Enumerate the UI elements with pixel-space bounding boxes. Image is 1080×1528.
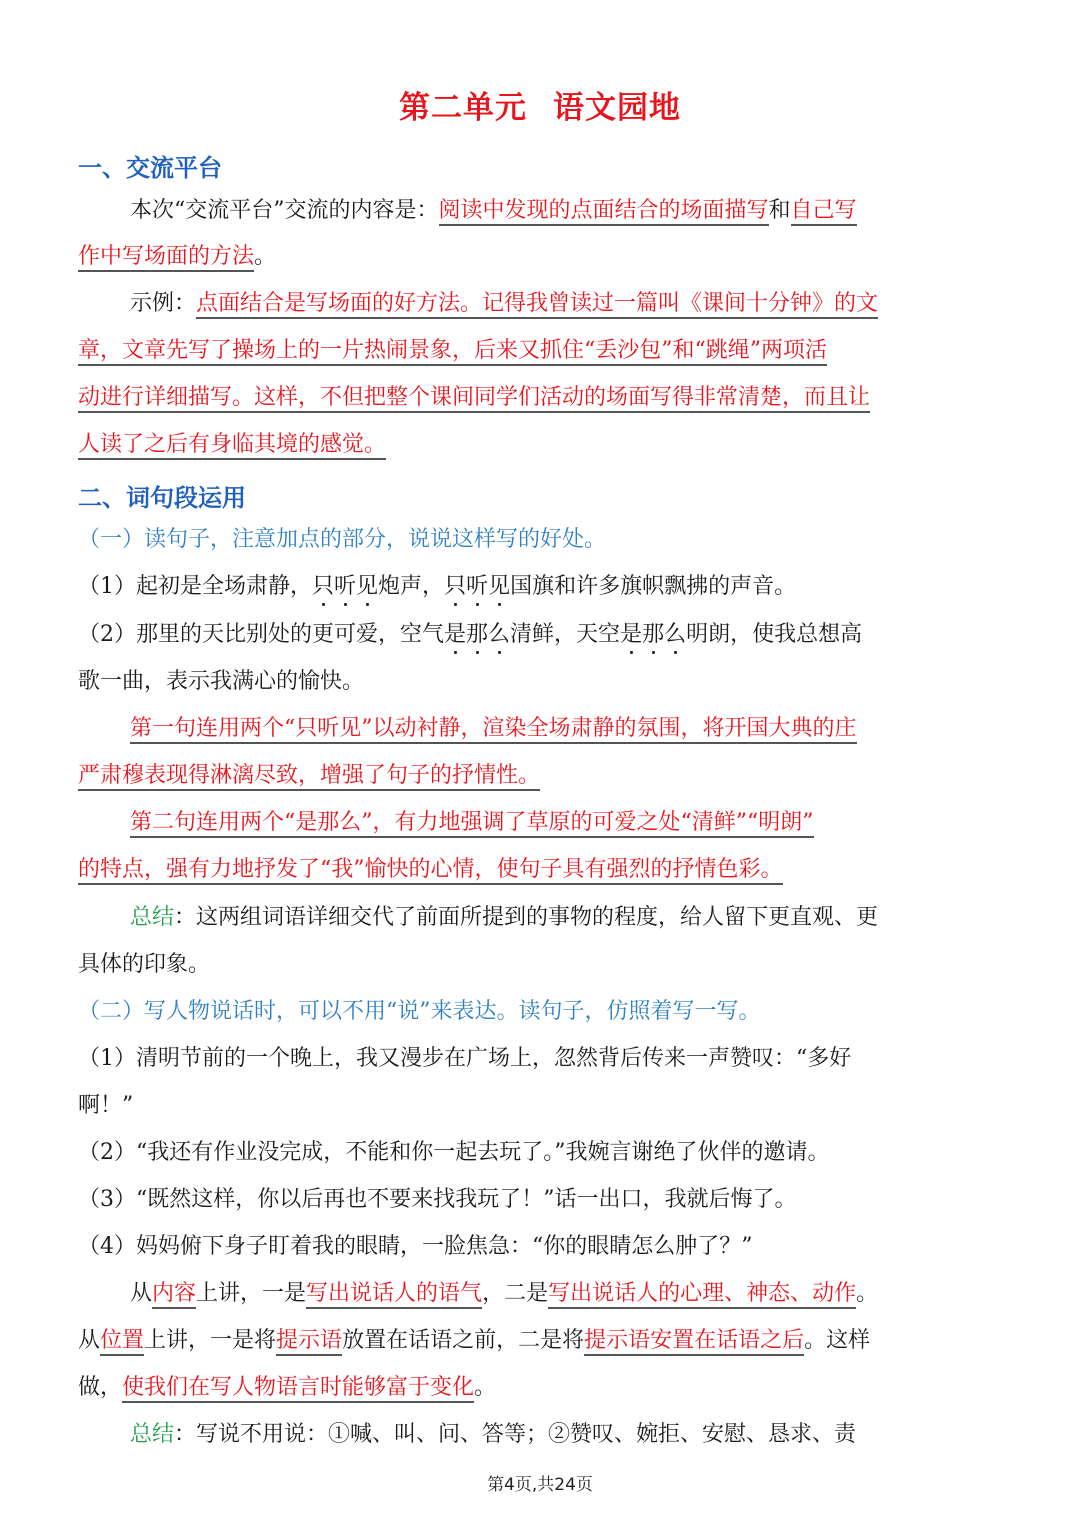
paragraph-exchange-line2: 作中写场面的方法。 [78,242,994,272]
sentence2-line1: （2）那里的天比别处的更可爱，空气是那么清鲜，天空是那么明朗，使我总想高 [78,622,863,647]
example-line3: 动进行详细描写。这样，不但把整个课间同学们活动的场面写得非常清楚，而且让 [78,383,994,413]
q2-answer-line3: 做，使我们在写人物语言时能够富于变化。 [78,1373,994,1403]
example-line2: 章，文章先写了操场上的一片热闹景象，后来又抓住“丢沙包”和“跳绳”两项活 [78,336,994,366]
page-title [0,82,1080,127]
dotted-word: 只听见 [444,574,511,599]
summary-label: 总结 [130,1422,175,1447]
q2-sentence4: （4）妈妈俯下身子盯着我的眼睛，一脸焦急：“你的眼睛怎么肿了？” [78,1234,753,1259]
summary-label: 总结 [130,905,175,930]
answer2-line1: 第二句连用两个“是那么”，有力地强调了草原的可爱之处“清鲜”“明朗” [130,808,994,838]
section-heading-exchange: 一、交流平台 [78,154,222,182]
summary1-line1: 总结：这两组词语详细交代了前面所提到的事物的程度，给人留下更直观、更 [130,905,879,930]
example-line4: 人读了之后有身临其境的感觉。 [78,430,994,460]
q2-sentence1-line2: 啊！” [78,1093,134,1118]
title-topic: 语文园地 [553,90,681,126]
answer1-line1: 第一句连用两个“只听见”以动衬静，渲染全场肃静的氛围，将开国大典的庄 [130,714,994,744]
q2-sentence3: （3）“既然这样，你以后再也不要来找我玩了！”话一出口，我就后悔了。 [78,1187,797,1212]
q2-answer-line2: 从位置上讲，一是将提示语放置在话语之前，二是将提示语安置在话语之后。这样 [78,1326,994,1356]
question2-heading: （二）写人物说话时，可以不用“说”来表达。读句子，仿照着写一写。 [78,999,761,1024]
answer1-line2: 严肃穆表现得淋漓尽致，增强了句子的抒情性。 [78,761,994,791]
dotted-word: 是那么 [444,622,511,647]
dotted-word: 只听见 [312,574,379,599]
q2-answer-line1: 从内容上讲，一是写出说话人的语气，二是写出说话人的心理、神态、动作。 [130,1279,994,1309]
title-unit: 第二单元 [399,90,527,126]
paragraph-exchange-line1: 本次“交流平台”交流的内容是：阅读中发现的点面结合的场面描写和自己写 [130,196,994,226]
answer2-line2: 的特点，强有力地抒发了“我”愉快的心情，使句子具有强烈的抒情色彩。 [78,855,994,885]
summary2: 总结：写说不用说：①喊、叫、问、答等；②赞叹、婉拒、安慰、恳求、责 [130,1422,857,1447]
sentence1: （1）起初是全场肃静，只听见炮声，只听见国旗和许多旗帜飘拂的声音。 [78,574,797,599]
example-line1: 示例：点面结合是写场面的好方法。记得我曾读过一篇叫《课间十分钟》的文 [130,289,994,319]
sentence2-line2: 歌一曲，表示我满心的愉快。 [78,669,365,694]
q2-sentence2: （2）“我还有作业没完成，不能和你一起去玩了。”我婉言谢绝了伙伴的邀请。 [78,1140,830,1165]
question1-heading: （一）读句子，注意加点的部分，说说这样写的好处。 [78,527,607,552]
summary1-line2: 具体的印象。 [78,952,211,977]
dotted-word: 是那么 [620,622,687,647]
page-footer: 第4页,共24页 [487,1475,593,1495]
section-heading-usage: 二、词句段运用 [78,484,246,512]
q2-sentence1-line1: （1）清明节前的一个晚上，我又漫步在广场上，忽然背后传来一声赞叹：“多好 [78,1046,852,1071]
